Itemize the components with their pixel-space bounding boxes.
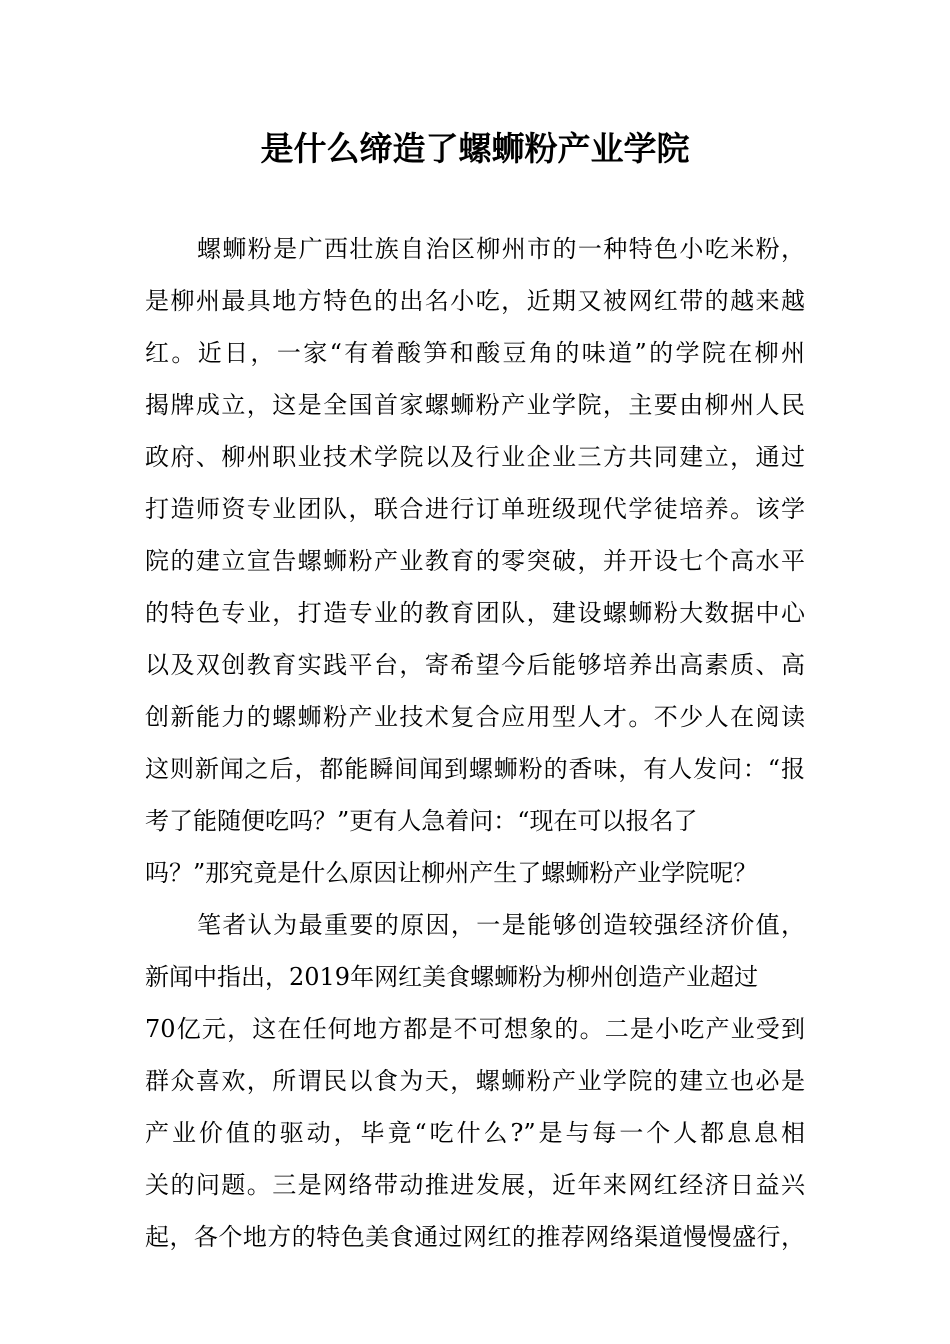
paragraph-line: 政府、柳州职业技术学院以及行业企业三方共同建立，通过 — [145, 443, 805, 471]
paragraph-line: 红。近日，一家“有着酸笋和酸豆角的味道”的学院在柳州 — [145, 339, 805, 367]
paragraph-line: 螺蛳粉是广西壮族自治区柳州市的一种特色小吃米粉， — [197, 235, 805, 263]
paragraph-line: 揭牌成立，这是全国首家螺蛳粉产业学院，主要由柳州人民 — [145, 391, 805, 419]
paragraph-line: 考了能随便吃吗？”更有人急着问：“现在可以报名了 — [145, 807, 698, 835]
paragraph-line: 打造师资专业团队，联合进行订单班级现代学徒培养。该学 — [145, 495, 805, 523]
paragraph-line: 新闻中指出，2019年网红美食螺蛳粉为柳州创造产业超过 — [145, 963, 759, 991]
paragraph-line: 70亿元，这在任何地方都是不可想象的。二是小吃产业受到 — [145, 1015, 805, 1043]
paragraph-line: 群众喜欢，所谓民以食为天，螺蛳粉产业学院的建立也必是 — [145, 1067, 805, 1095]
paragraph-line: 关的问题。三是网络带动推进发展，近年来网红经济日益兴 — [145, 1171, 805, 1199]
paragraph-line: 笔者认为最重要的原因，一是能够创造较强经济价值， — [197, 911, 805, 939]
paragraph-line: 起，各个地方的特色美食通过网红的推荐网络渠道慢慢盛行， — [145, 1223, 805, 1251]
paragraph-line: 这则新闻之后，都能瞬间闻到螺蛳粉的香味，有人发问：“报 — [145, 755, 805, 783]
paragraph-line: 吗？”那究竟是什么原因让柳州产生了螺蛳粉产业学院呢？ — [145, 859, 758, 887]
paragraph-line: 以及双创教育实践平台，寄希望今后能够培养出高素质、高 — [145, 651, 805, 679]
document-title: 是什么缔造了螺蛳粉产业学院 — [260, 129, 690, 168]
paragraph-line: 是柳州最具地方特色的出名小吃，近期又被网红带的越来越 — [145, 287, 805, 315]
paragraph-line: 的特色专业，打造专业的教育团队，建设螺蛳粉大数据中心 — [145, 599, 805, 627]
paragraph-line: 创新能力的螺蛳粉产业技术复合应用型人才。不少人在阅读 — [145, 703, 805, 731]
paragraph-line: 产业价值的驱动，毕竟“吃什么?”是与每一个人都息息相 — [145, 1119, 805, 1147]
paragraph-line: 院的建立宣告螺蛳粉产业教育的零突破，并开设七个高水平 — [145, 547, 805, 575]
